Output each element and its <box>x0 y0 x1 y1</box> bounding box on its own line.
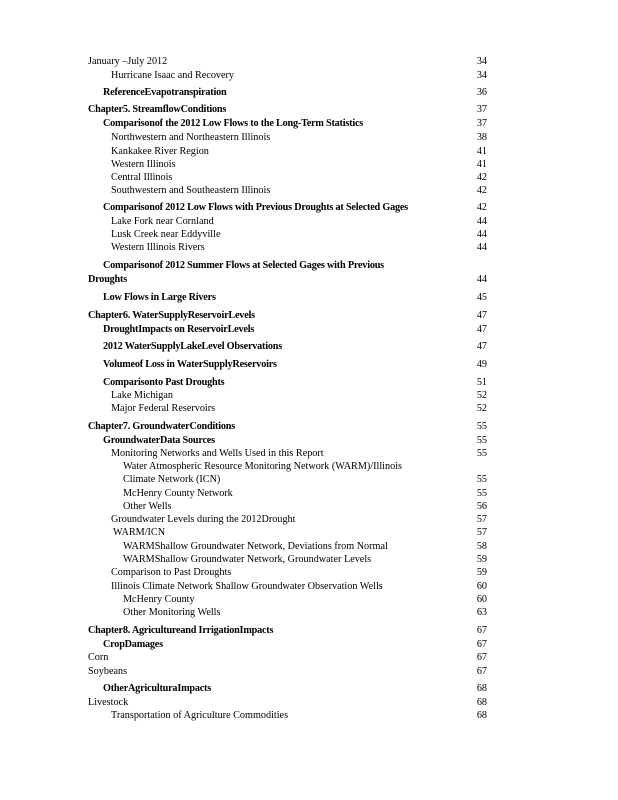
toc-entry-title: Livestock <box>88 697 129 708</box>
toc-entry-title-continuation: Droughts <box>88 274 127 285</box>
toc-page-number: 37 <box>476 118 487 129</box>
toc-page-number: 60 <box>476 594 487 605</box>
toc-entry[interactable] <box>0 624 618 638</box>
toc-entry[interactable] <box>0 500 618 514</box>
toc-entry[interactable] <box>0 638 618 652</box>
toc-entry-title: Chapter6. WaterSupplyReservoirLevels <box>88 310 255 321</box>
toc-entry[interactable] <box>0 131 618 145</box>
toc-page-number: 52 <box>476 403 487 414</box>
toc-entry-title: Northwestern and Northeastern Illinois <box>111 132 271 143</box>
toc-entry-title: Lake Fork near Cornland <box>111 216 214 227</box>
toc-entry[interactable] <box>0 103 618 117</box>
toc-entry[interactable] <box>0 55 618 69</box>
toc-page-number: 49 <box>476 359 487 370</box>
toc-entry[interactable] <box>0 259 618 287</box>
toc-entry-title: Low Flows in Large Rivers <box>103 292 216 303</box>
toc-entry-title: Southwestern and Southeastern Illinois <box>111 185 271 196</box>
toc-entry-title: WARMShallow Groundwater Network, Deviations from Normal <box>123 541 388 552</box>
toc-page-number: 47 <box>476 324 487 335</box>
toc-entry[interactable] <box>0 709 618 723</box>
toc-entry-title: WARMShallow Groundwater Network, Groundwater Levels <box>123 554 372 565</box>
toc-entry-title: Illinois Climate Network Shallow Groundwater Observation Wells <box>111 581 383 592</box>
toc-page-number: 42 <box>476 185 487 196</box>
toc-entry[interactable] <box>0 473 618 487</box>
toc-page-number: 44 <box>476 274 487 285</box>
toc-entry-title: DroughtImpacts on ReservoirLevels <box>103 324 255 335</box>
toc-entry[interactable] <box>0 402 618 416</box>
toc-entry[interactable] <box>0 420 618 434</box>
toc-page-number: 68 <box>476 683 487 694</box>
toc-entry[interactable] <box>0 171 618 185</box>
toc-page-number: 57 <box>476 514 487 525</box>
toc-entry[interactable] <box>0 696 618 710</box>
toc-entry[interactable] <box>0 69 618 83</box>
toc-page-number: 45 <box>476 292 487 303</box>
toc-entry-title: Lusk Creek near Eddyville <box>111 229 221 240</box>
toc-page-number: 68 <box>476 697 487 708</box>
toc-page-number: 44 <box>476 242 487 253</box>
toc-entry[interactable] <box>0 593 618 607</box>
toc-entry-title: Comparison to Past Droughts <box>111 567 232 578</box>
toc-entry[interactable] <box>0 215 618 229</box>
toc-page-number: 34 <box>476 70 487 81</box>
toc-page-number: 38 <box>476 132 487 143</box>
toc-page-number: 67 <box>476 625 487 636</box>
toc-entry-title: Lake Michigan <box>111 390 173 401</box>
toc-entry-title: Hurricane Isaac and Recovery <box>111 70 235 81</box>
toc-page-number: 47 <box>476 310 487 321</box>
toc-entry[interactable] <box>0 309 618 323</box>
toc-entry-title: Comparisonof 2012 Low Flows with Previous Droughts at Selected Gages <box>103 202 408 213</box>
toc-entry-title: Central Illinois <box>111 172 173 183</box>
toc-page-number: 41 <box>476 146 487 157</box>
toc-page-number: 55 <box>476 488 487 499</box>
toc-entry[interactable] <box>0 540 618 554</box>
toc-page-number: 56 <box>476 501 487 512</box>
toc-entry-title: Corn <box>88 652 109 663</box>
toc-page-number: 55 <box>476 435 487 446</box>
toc-page-number: 52 <box>476 390 487 401</box>
toc-entry-title: Comparisonof the 2012 Low Flows to the Long-Term Statistics <box>103 118 364 129</box>
toc-entry[interactable] <box>0 201 618 215</box>
toc-entry-title: Comparisonof 2012 Summer Flows at Selected Gages with Previous <box>103 260 384 271</box>
toc-page-number: 67 <box>476 652 487 663</box>
toc-entry[interactable] <box>0 340 618 354</box>
toc-entry[interactable] <box>0 682 618 696</box>
toc-entry[interactable] <box>0 665 618 679</box>
toc-entry[interactable] <box>0 323 618 337</box>
toc-entry-title: Other Wells <box>123 501 172 512</box>
toc-entry[interactable] <box>0 434 618 448</box>
toc-entry-title: Soybeans <box>88 666 128 677</box>
toc-page-number: 60 <box>476 581 487 592</box>
toc-entry-title: Other Monitoring Wells <box>123 607 221 618</box>
toc-entry[interactable] <box>0 389 618 403</box>
toc-entry-title: Chapter5. StreamflowConditions <box>88 104 227 115</box>
toc-entry-title: Major Federal Reservoirs <box>111 403 216 414</box>
toc-page-number: 59 <box>476 554 487 565</box>
toc-page-number: 34 <box>476 56 487 67</box>
toc-entry-title: Groundwater Levels during the 2012Drought <box>111 514 296 525</box>
toc-entry[interactable] <box>0 606 618 620</box>
toc-entry-title: WARM/ICN <box>113 527 166 538</box>
toc-entry[interactable] <box>0 86 618 100</box>
toc-entry[interactable] <box>0 376 618 390</box>
toc-page-number: 42 <box>476 172 487 183</box>
toc-entry-title: Monitoring Networks and Wells Used in this Report <box>111 448 324 459</box>
toc-page-number: 67 <box>476 666 487 677</box>
toc-entry-title: McHenry County <box>123 594 195 605</box>
toc-entry[interactable] <box>0 651 618 665</box>
toc-entry[interactable] <box>0 241 618 255</box>
toc-entry-title: Volumeof Loss in WaterSupplyReservoirs <box>103 359 277 370</box>
toc-entry[interactable] <box>0 460 618 474</box>
toc-entry-title: Western Illinois <box>111 159 176 170</box>
toc-entry[interactable] <box>0 291 618 305</box>
toc-entry-title: OtherAgriculturaImpacts <box>103 683 212 694</box>
toc-entry[interactable] <box>0 580 618 594</box>
toc-page-number: 41 <box>476 159 487 170</box>
toc-entry-title: GroundwaterData Sources <box>103 435 215 446</box>
toc-page-number: 51 <box>476 377 487 388</box>
toc-page-number: 37 <box>476 104 487 115</box>
toc-entry-title: Climate Network (ICN) <box>123 474 221 485</box>
toc-entry[interactable] <box>0 487 618 501</box>
toc-page-number: 47 <box>476 341 487 352</box>
toc-page-number: 58 <box>476 541 487 552</box>
toc-entry[interactable] <box>0 553 618 567</box>
toc-entry[interactable] <box>0 145 618 159</box>
toc-entry-title: Chapter7. GroundwaterConditions <box>88 421 236 432</box>
toc-entry-title: ReferenceEvapotranspiration <box>103 87 227 98</box>
toc-entry-title: Comparisonto Past Droughts <box>103 377 225 388</box>
toc-entry[interactable] <box>0 184 618 198</box>
toc-entry[interactable] <box>0 117 618 131</box>
toc-entry[interactable] <box>0 228 618 242</box>
toc-page-number: 67 <box>476 639 487 650</box>
toc-page-number: 57 <box>476 527 487 538</box>
toc-entry-title: Chapter8. Agricultureand IrrigationImpacts <box>88 625 274 636</box>
toc-page-number: 68 <box>476 710 487 721</box>
toc-page-number: 55 <box>476 421 487 432</box>
toc-entry-title: January –July 2012 <box>88 56 168 67</box>
toc-entry[interactable] <box>0 566 618 580</box>
toc-page-number: 59 <box>476 567 487 578</box>
toc-page-number: 36 <box>476 87 487 98</box>
toc-entry-title: Kankakee River Region <box>111 146 209 157</box>
toc-page-number: 55 <box>476 474 487 485</box>
toc-entry[interactable] <box>0 513 618 527</box>
toc-entry[interactable] <box>0 358 618 372</box>
toc-page-number: 55 <box>476 448 487 459</box>
toc-entry-title: Water Atmospheric Resource Monitoring Network (WARM)/Illinois <box>123 461 402 472</box>
toc-entry-title: Transportation of Agriculture Commodities <box>111 710 289 721</box>
toc-entry[interactable] <box>0 158 618 172</box>
toc-entry[interactable] <box>0 526 618 540</box>
toc-page-number: 42 <box>476 202 487 213</box>
toc-entry-title: CropDamages <box>103 639 163 650</box>
toc-entry[interactable] <box>0 447 618 461</box>
toc-entry-title: Western Illinois Rivers <box>111 242 205 253</box>
toc-page-number: 44 <box>476 229 487 240</box>
toc-page-number: 44 <box>476 216 487 227</box>
toc-entry-title: McHenry County Network <box>123 488 233 499</box>
toc-page-number: 63 <box>476 607 487 618</box>
toc-entry-title: 2012 WaterSupplyLakeLevel Observations <box>103 341 282 352</box>
